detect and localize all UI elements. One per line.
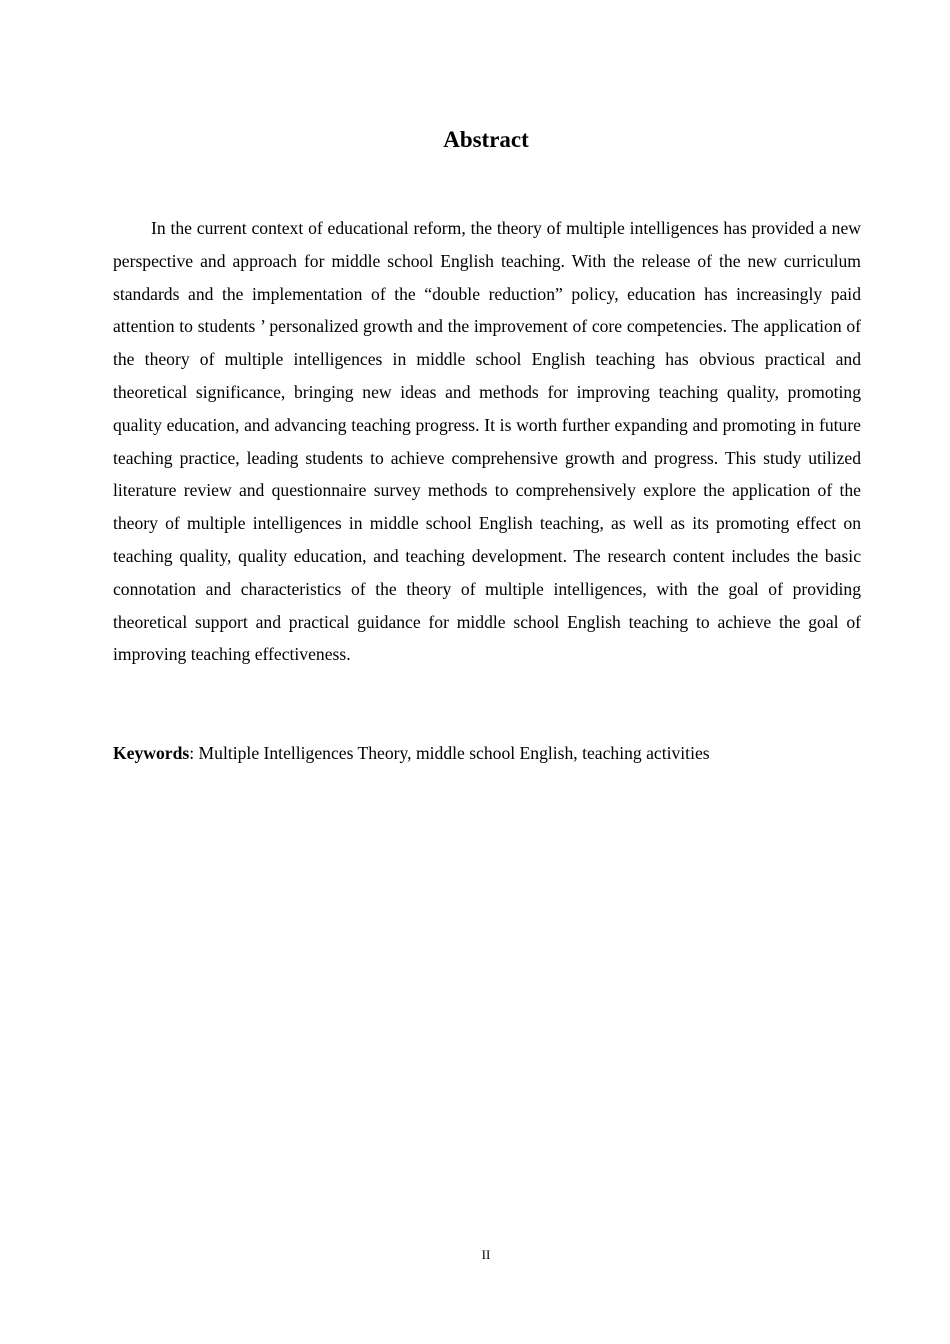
- keywords-label: Keywords: [113, 743, 190, 763]
- page-number: II: [481, 1247, 491, 1262]
- keywords-line: [113, 737, 861, 769]
- abstract-title: Abstract: [443, 127, 529, 152]
- keywords-value: Multiple Intelligences Theory, middle school English, teaching activities: [198, 743, 710, 763]
- abstract-body: In the current context of educational reform, the theory of multiple intelligences has provided a new perspective and approach for middle school English teaching. With the release of the new curriculum standards and the implementation of the “double reduction” policy, education has increasingly paid attention to students ’ personalized growth and the improvement of core competencies. The application of the theory of multiple intelligences in middle school English teaching has obvious practical and theoretical significance, bringing new ideas and methods for improving teaching quality, promoting quality education, and advancing teaching progress. It is worth further expanding and promoting in future teaching practice, leading students to achieve comprehensive growth and progress. This study utilized literature review and questionnaire survey methods to comprehensively explore the application of the theory of multiple intelligences in middle school English teaching, as well as its promoting effect on teaching quality, quality education, and teaching development. The research content includes the basic connotation and characteristics of the theory of multiple intelligences, with the goal of providing theoretical support and practical guidance for middle school English teaching to achieve the goal of improving teaching effectiveness.: [113, 218, 861, 665]
- keywords-separator: :: [189, 743, 199, 763]
